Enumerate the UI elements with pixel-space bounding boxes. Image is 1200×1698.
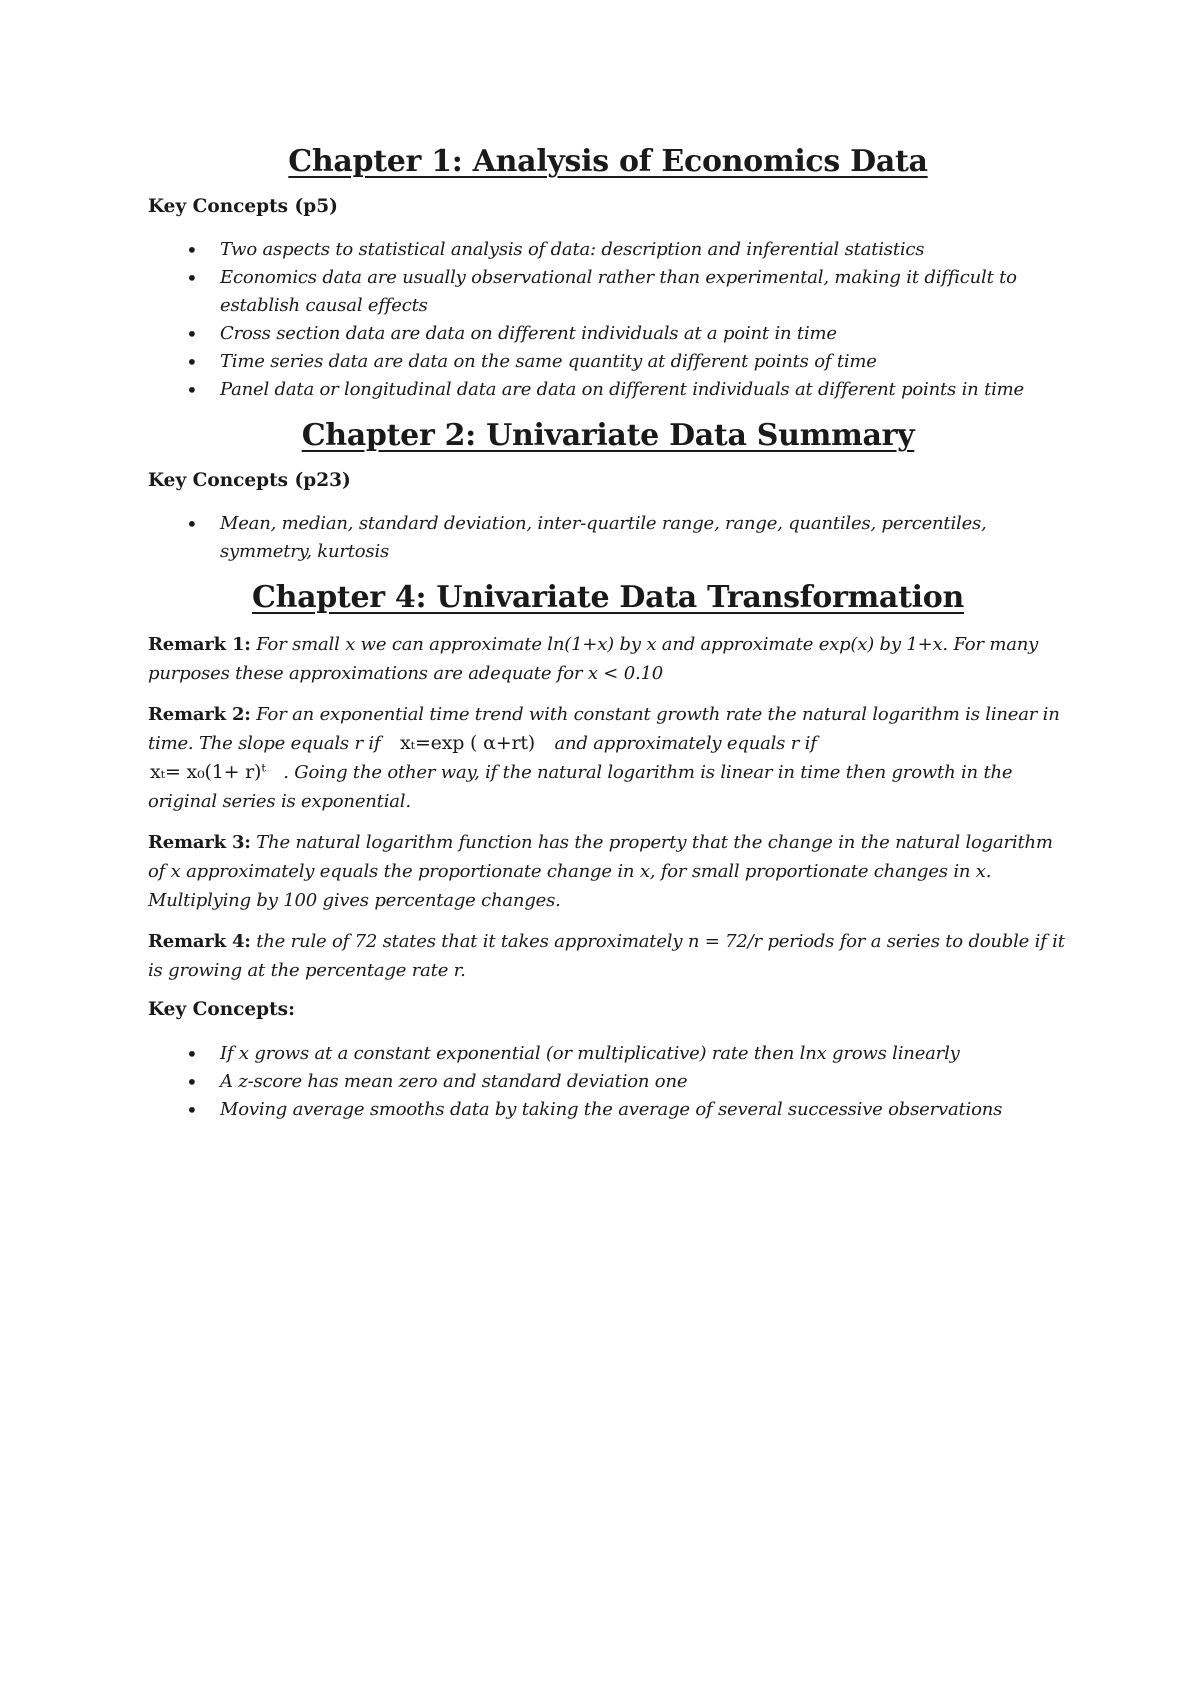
- remark-2-text-b: and approximately equals r if: [554, 733, 817, 755]
- remark-3-text: The natural logarithm function has the property that the change in the natural logarithm of x approximately equals the proportionate change in x, for small proportionate changes in x. Multiplying by 100 gives percentage changes.: [148, 832, 1053, 912]
- chapter-4-title: Chapter 4: Univariate Data Transformation: [252, 580, 964, 616]
- remark-4: [148, 927, 1068, 985]
- list-item: • Economics data are usually observational rather than experimental, making it difficult to establish causal effects: [148, 264, 1068, 320]
- remark-3-label: Remark 3:: [148, 832, 251, 854]
- list-item: • Two aspects to statistical analysis of data: description and inferential statistics: [148, 236, 1068, 264]
- chapter-4-key-concepts-heading: Key Concepts:: [148, 999, 295, 1021]
- chapter-1-title: Chapter 1: Analysis of Economics Data: [288, 144, 928, 179]
- list-item: • Mean, median, standard deviation, inter-quartile range, range, quantiles, percentiles, symmetry, kurtosis: [148, 510, 1068, 566]
- remark-1: [148, 630, 1068, 688]
- list-item: • Panel data or longitudinal data are data on different individuals at different points in time: [148, 376, 1068, 404]
- list-item: • Cross section data are data on different individuals at a point in time: [148, 320, 1068, 348]
- remark-2: [148, 700, 1068, 816]
- remark-2-text-a: For an exponential time trend with constant growth rate the natural logarithm is linear in time. The slope equals r if: [148, 704, 1060, 755]
- remark-1-text: For small x we can approximate ln(1+x) by x and approximate exp(x) by 1+x. For many purposes these approximations are adequate for x < 0.10: [148, 634, 1039, 685]
- chapter-1-key-concepts-heading: Key Concepts (p5): [148, 196, 338, 217]
- remark-2-text-c: . Going the other way, if the natural logarithm is linear in time then growth in the original series is exponential.: [148, 762, 1013, 813]
- document-content: [148, 0, 1068, 1124]
- list-item: • Moving average smooths data by taking the average of several successive observations: [148, 1096, 1068, 1124]
- remark-2-formula-compound: xₜ= x₀(1+ r)ᵗ: [150, 761, 266, 784]
- chapter-2-title: Chapter 2: Univariate Data Summary: [301, 418, 915, 454]
- remark-2-formula-exponential: xₜ=exp ( α+rt): [399, 732, 535, 755]
- remark-1-label: Remark 1:: [148, 634, 251, 656]
- remark-3: [148, 828, 1068, 915]
- remark-2-label: Remark 2:: [148, 704, 251, 726]
- chapter-4-key-concepts-list: [148, 1040, 1068, 1124]
- chapter-1-key-concepts-list: [148, 236, 1068, 404]
- remark-4-label: Remark 4:: [148, 931, 251, 953]
- chapter-2-key-concepts-list: [148, 510, 1068, 566]
- remark-4-text: the rule of 72 states that it takes approximately n = 72/r periods for a series to double if it is growing at the percentage rate r.: [148, 931, 1065, 982]
- list-item: • Time series data are data on the same quantity at different points of time: [148, 348, 1068, 376]
- list-item: • If x grows at a constant exponential (or multiplicative) rate then lnx grows linearly: [148, 1040, 1068, 1068]
- list-item: • A z-score has mean zero and standard deviation one: [148, 1068, 1068, 1096]
- chapter-2-key-concepts-heading: Key Concepts (p23): [148, 470, 351, 492]
